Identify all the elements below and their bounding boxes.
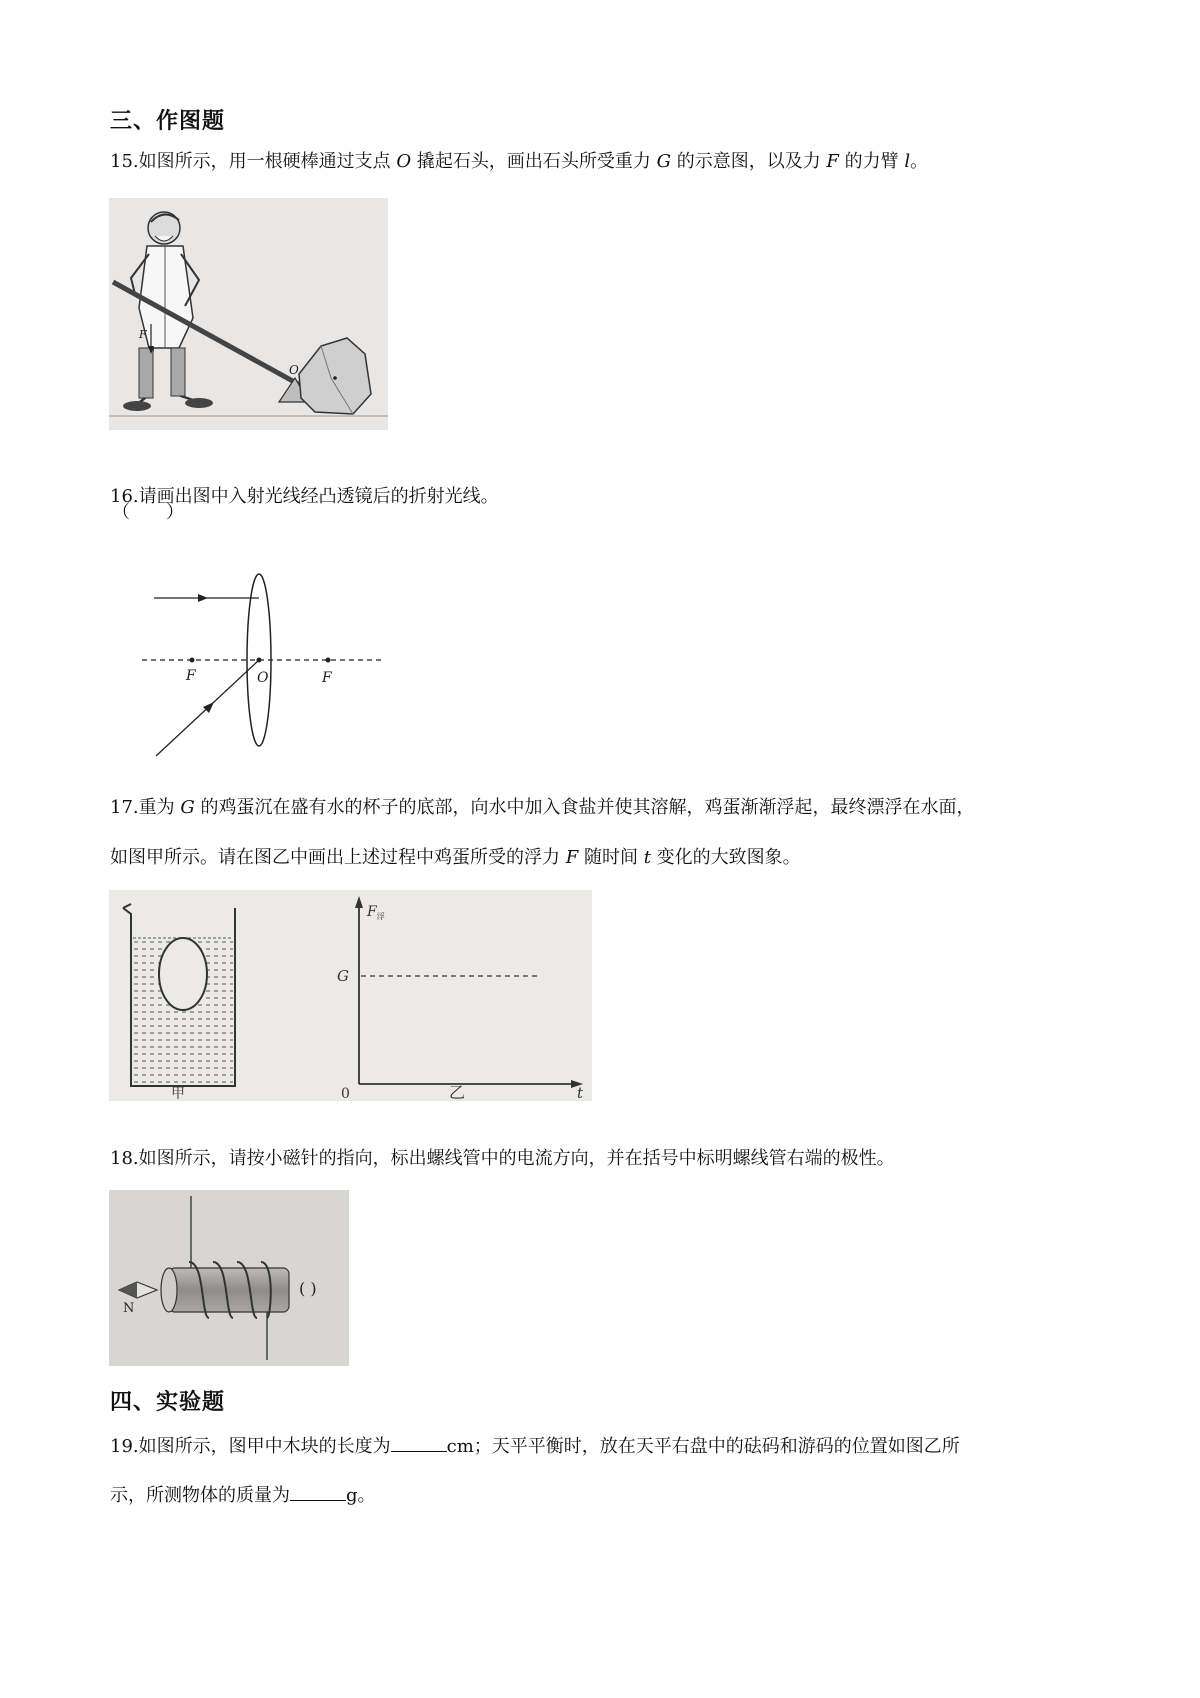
x-axis-label: t — [577, 1084, 584, 1101]
right-focus-label: F — [322, 670, 332, 686]
question-16-answer-paren: （ ） — [112, 502, 184, 523]
section-title-experiment: 四、实验题 — [110, 1390, 226, 1415]
fulcrum-label: O — [289, 363, 299, 377]
question-17-line-2: 如图甲所示。请在图乙中画出上述过程中鸡蛋所受的浮力 F 随时间 t 变化的大致图象。 — [110, 847, 801, 868]
mass-answer-blank[interactable] — [290, 1484, 346, 1501]
question-19-line-2: 示，所测物体的质量为 g。 — [110, 1485, 376, 1506]
length-answer-blank[interactable] — [391, 1435, 447, 1452]
caption-yi: 乙 — [449, 1083, 466, 1101]
polarity-paren: ( ) — [299, 1279, 317, 1298]
question-15-text: 15.如图所示，用一根硬棒通过支点 O 撬起石头，画出石头所受重力 G 的示意图，以及力 F 的力臂 l。 — [110, 151, 929, 172]
question-17-line-1: 17.重为 G 的鸡蛋沉在盛有水的杯子的底部，向水中加入食盐并使其溶解，鸡蛋渐渐浮起，最终漂浮在水面， — [110, 797, 975, 818]
lever-rock-figure — [109, 198, 388, 430]
question-16-text: 16.请画出图中入射光线经凸透镜后的折射光线。 — [110, 486, 499, 507]
optical-center-label: O — [257, 670, 269, 686]
convex-lens-figure — [140, 568, 385, 758]
y-axis-label: $F_浮$ — [367, 904, 385, 921]
gravity-level-label: G — [337, 967, 349, 985]
question-18-text: 18.如图所示，请按小磁针的指向，标出螺线管中的电流方向，并在括号中标明螺线管右端的极性。 — [110, 1148, 895, 1169]
needle-n-label: N — [123, 1301, 135, 1316]
solenoid-figure — [109, 1190, 349, 1366]
lever-force-label: F — [139, 328, 147, 341]
section-title-drawing: 三、作图题 — [110, 109, 226, 134]
egg-buoyancy-figure — [109, 890, 592, 1101]
left-focus-label: F — [186, 668, 196, 684]
origin-label: 0 — [341, 1086, 350, 1101]
question-19-line-1: 19.如图所示，图甲中木块的长度为 cm；天平平衡时，放在天平右盘中的砝码和游码的位置如图乙所 — [110, 1436, 960, 1457]
caption-jia: 甲 — [171, 1086, 185, 1101]
